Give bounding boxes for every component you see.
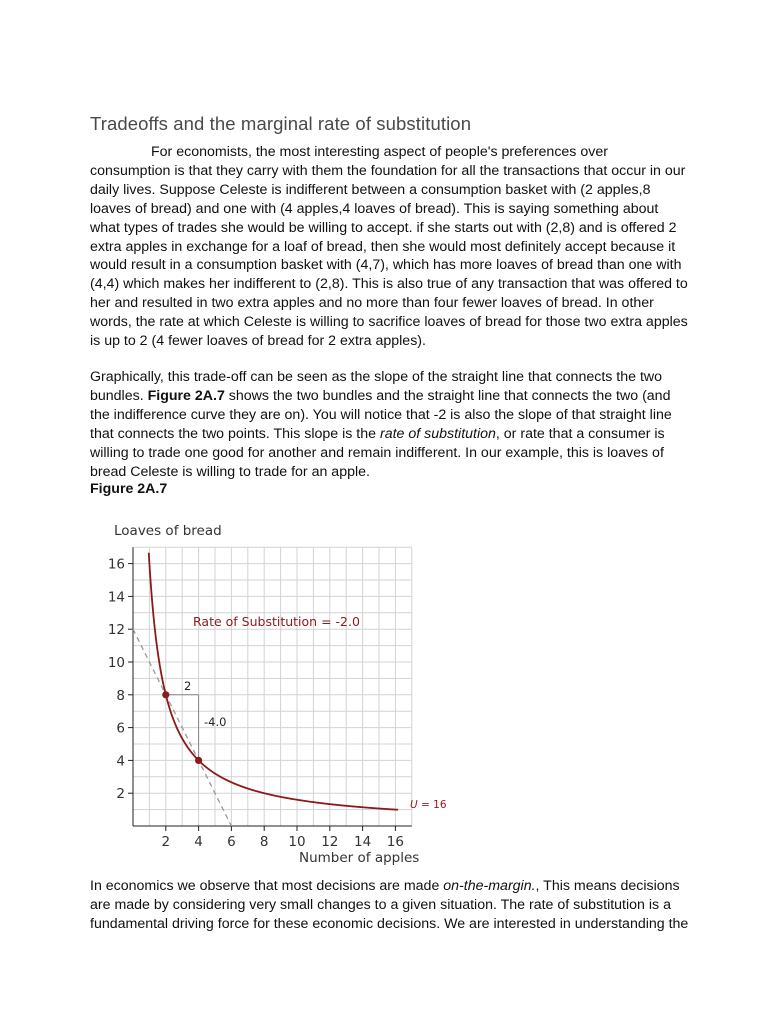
- paragraph-graphical: [90, 368, 690, 481]
- figure-reference: Figure 2A.7: [147, 387, 225, 404]
- bundle-point: [162, 691, 169, 698]
- y-tick-label: 10: [107, 655, 125, 671]
- x-tick-label: 4: [194, 834, 203, 850]
- x-tick-label: 14: [354, 834, 372, 850]
- x-tick-label: 6: [227, 834, 236, 850]
- para2-text-b: shows the two bundles and the straight line that connects the two (and the indifference curve they are on). You will notice that -2 is also the slope of that straight line that connects the two points. This slope is the: [90, 387, 672, 442]
- y-tick-label: 12: [107, 622, 125, 639]
- rate-annotation: Rate of Substitution = -2.0: [193, 614, 360, 629]
- para2-text-c: , or rate that a consumer is willing to trade one good for another and remain indifferent. In our example, this is loaves of bread Celeste is willing to trade for an apple.: [90, 425, 665, 480]
- curve-label-rest: = 16: [417, 799, 447, 811]
- curve-label: [410, 799, 447, 811]
- y-tick-label: 8: [116, 687, 125, 704]
- term-rate-of-substitution: rate of substitution: [379, 425, 496, 442]
- y-tick-label: 16: [107, 556, 125, 573]
- page-heading: Tradeoffs and the marginal rate of substitution: [90, 113, 472, 134]
- y-axis-label: Loaves of bread: [114, 523, 222, 539]
- paragraph-intro: For economists, the most interesting aspect of people's preferences over consumption is that they carry with them the foundation for all the transactions that occur in our daily lives. Suppose Celeste is indifferent between a consumption basket with (2 apples,8 loaves of bread) and one with (4 apples,4 loaves of bread). This is saying something about what types of trades she would be willing to accept. if she starts out with (2,8) and is offered 2 extra apples in exchange for a loaf of bread, then she would most definitely accept because it would result in a consumption basket with (4,7), which has more loaves of bread than one with (4,4) which makes her indifferent to (2,8). This is also true of any transaction that was offered to her and resulted in two extra apples and no more than four fewer loaves of bread. In other words, the rate at which Celeste is willing to sacrifice loaves of bread for those two extra apples is up to 2 (4 fewer loaves of bread for 2 extra apples).: [90, 144, 688, 350]
- y-tick-label: 14: [107, 589, 125, 606]
- term-on-the-margin: on-the-margin.: [443, 878, 536, 894]
- chart-grid: [133, 547, 412, 826]
- y-tick-label: 2: [116, 786, 125, 803]
- chart-axes: [128, 547, 412, 831]
- x-axis-label: Number of apples: [299, 850, 420, 866]
- x-tick-label: 8: [259, 834, 269, 850]
- para2-text-a: Graphically, this trade-off can be seen as the slope of the straight line that connects the two bundles.: [90, 369, 663, 404]
- run-label: 2: [184, 679, 192, 693]
- x-tick-label: 12: [321, 834, 339, 850]
- x-tick-label: 10: [288, 834, 306, 850]
- para3-text-b: , This means decisions are made by considering very small changes to a given situation. The rate of substitution is a fundamental driving force for these economic decisions. We are interested in understanding the: [90, 878, 689, 932]
- para3-text-a: In economics we observe that most decisions are made: [90, 878, 444, 894]
- x-tick-label: 16: [386, 834, 404, 850]
- rise-label: -4.0: [204, 715, 227, 729]
- bundle-point: [195, 757, 202, 764]
- x-tick-label: 2: [161, 834, 171, 850]
- y-tick-label: 4: [116, 753, 125, 770]
- curve-label-var: U: [410, 799, 418, 811]
- paragraph-margin: [90, 877, 690, 934]
- y-tick-label: 6: [116, 720, 125, 737]
- indifference-curve-chart: [100, 516, 447, 870]
- figure-label: Figure 2A.7: [90, 481, 168, 497]
